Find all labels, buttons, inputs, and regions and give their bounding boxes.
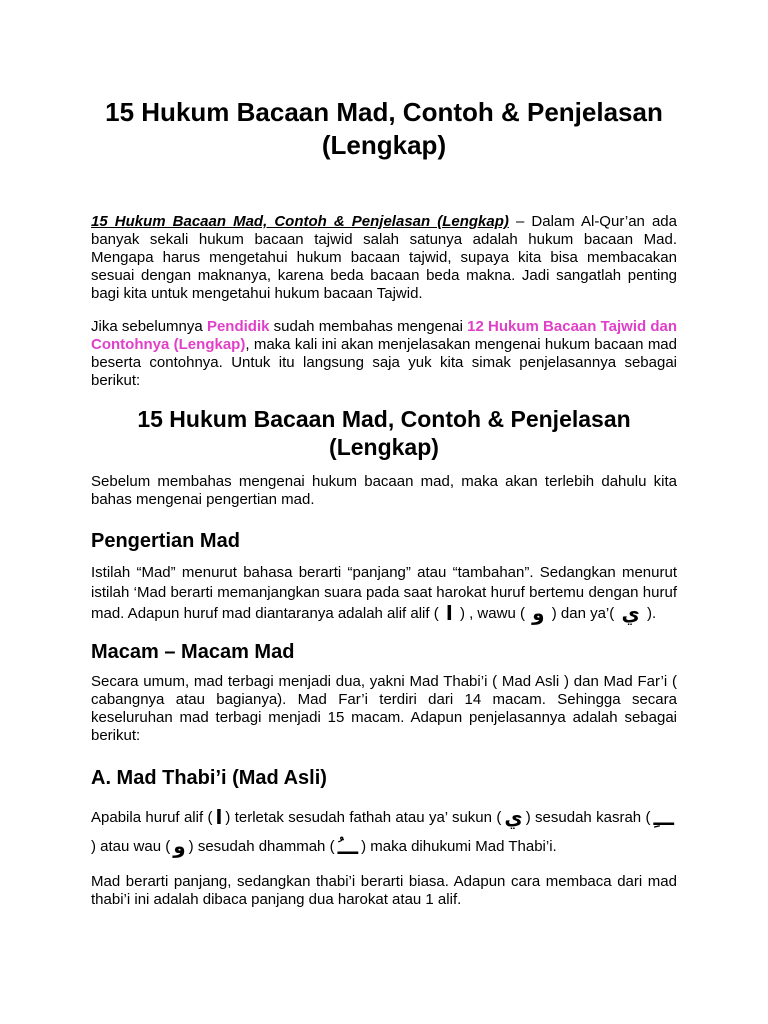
intro-paragraph: [91, 213, 677, 303]
mad-thabii-rule-paragraph: [91, 803, 677, 861]
dhammah-mark: ـــُ: [337, 835, 359, 860]
text-run: ) maka dihukumi Mad Thabi’i.: [361, 838, 557, 856]
text-run: ).: [646, 605, 657, 622]
alif-letter: ا: [445, 601, 453, 625]
text-run: ) , wawu (: [459, 605, 525, 622]
text-run: ) atau wau (: [91, 838, 171, 856]
text-run: , maka kali ini akan menjelasakan mengenai hukum bacaan mad beserta contohnya. Untuk itu langsung saja yuk kita simak penjelasannya sebagai berikut:: [91, 336, 677, 389]
pre-definition-paragraph: Sebelum membahas mengenai hukum bacaan mad, maka akan terlebih dahulu kita bahas mengenai pengertian mad.: [91, 473, 677, 508]
text-run: ) sesudah dhammah (: [188, 838, 335, 856]
wawu-letter: و: [532, 601, 545, 625]
intro-text: – Dalam Al-Qur’an ada banyak sekali hukum bacaan tajwid salah satunya adalah hukum bacaan Mad. Mengapa harus mengetahui hukum bacaan tajwid, supaya kita bisa membacakan sesuai dengan maknanya, karena beda bacaan beda makna. Jadi sangatlah penting bagi kita untuk mengetahui hukum bacaan Tajwid.: [91, 213, 677, 302]
pendidik-link[interactable]: Pendidik: [206, 318, 270, 335]
text-run: ) sesudah kasrah (: [525, 809, 651, 826]
page-title: 15 Hukum Bacaan Mad, Contoh & Penjelasan (Lengkap): [105, 97, 663, 160]
section-heading: 15 Hukum Bacaan Mad, Contoh & Penjelasan (Lengkap): [137, 406, 631, 460]
mad-thabii-heading: A. Mad Thabi’i (Mad Asli): [91, 767, 327, 789]
kasrah-mark: ـــِ: [653, 806, 675, 831]
ya-letter: ي: [621, 601, 640, 625]
previous-article-paragraph: [91, 318, 677, 390]
text-run: ) terletak sesudah fathah atau ya’ sukun (: [225, 809, 502, 826]
hukum-tajwid-link[interactable]: 12 Hukum Bacaan Tajwid dan Contohnya (Lengkap): [91, 318, 678, 353]
mad-thabii-meaning-paragraph: Mad berarti panjang, sedangkan thabi’i berarti biasa. Adapun cara membaca dari mad thabi’i ini adalah dibaca panjang dua harokat atau 1 alif.: [91, 873, 677, 909]
wawu-letter: و: [173, 834, 186, 859]
text-run: Jika sebelumnya: [91, 318, 207, 335]
definition-paragraph: [91, 563, 677, 624]
text-run: Apabila huruf alif (: [91, 809, 213, 826]
alif-letter: ا: [215, 805, 223, 829]
ya-letter: ي: [504, 805, 523, 829]
macam-mad-heading: Macam – Macam Mad: [91, 641, 295, 663]
pengertian-mad-heading: Pengertian Mad: [91, 530, 240, 552]
text-run: sudah membahas mengenai: [269, 318, 468, 335]
intro-lead-link[interactable]: 15 Hukum Bacaan Mad, Contoh & Penjelasan (Lengkap): [91, 213, 509, 230]
types-paragraph: Secara umum, mad terbagi menjadi dua, yakni Mad Thabi’i ( Mad Asli ) dan Mad Far’i ( cabangnya atau bagianya). Mad Far’i terdiri dari 14 macam. Sehingga secara keseluruhan mad terbagi menjadi 15 macam. Adapun penjelasannya adalah sebagai berikut:: [91, 673, 677, 744]
text-run: ) dan ya’(: [551, 605, 615, 622]
text-run: Istilah “Mad” menurut bahasa berarti “panjang” atau “tambahan”. Sedangkan menurut istilah ‘Mad berarti memanjangkan suara pada saat harokat huruf bertemu dengan huruf mad. Adapun huruf mad diantaranya adalah alif alif (: [91, 564, 677, 622]
